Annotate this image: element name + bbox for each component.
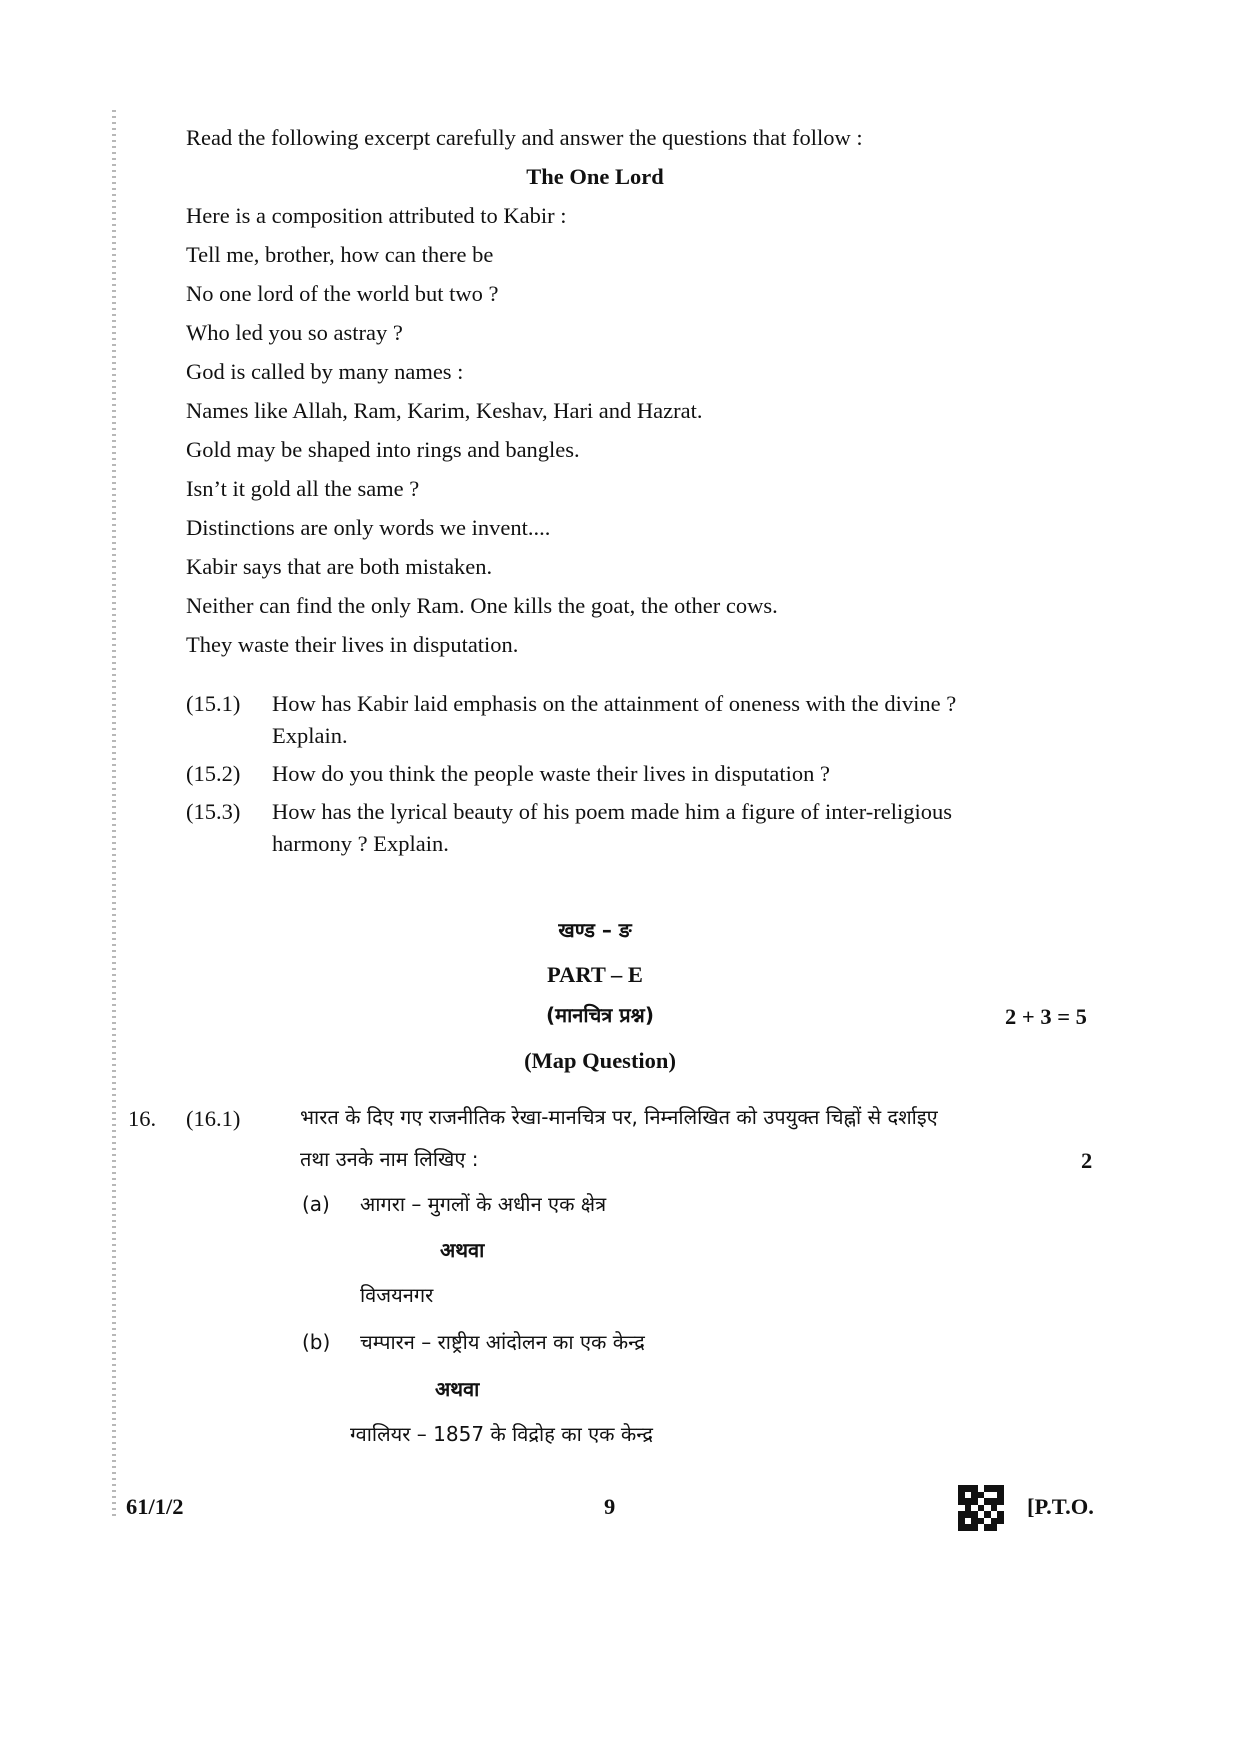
question-number: (15.2)	[186, 761, 241, 786]
poem-line: Distinctions are only words we invent....	[186, 515, 551, 540]
poem-line: Here is a composition attributed to Kabir :	[186, 203, 567, 228]
question-16-sub-number: (16.1)	[186, 1106, 241, 1131]
question-number: (15.3)	[186, 799, 241, 824]
paper-code: 61/1/2	[126, 1494, 184, 1519]
poem-line: Kabir says that are both mistaken.	[186, 554, 493, 579]
option-a-label: (a)	[302, 1192, 330, 1216]
poem-line: Tell me, brother, how can there be	[186, 242, 494, 267]
option-b-label: (b)	[302, 1330, 331, 1354]
option-b-or: अथवा	[435, 1377, 480, 1401]
part-subheading: (Map Question)	[524, 1048, 676, 1073]
option-a-alternative: विजयनगर	[360, 1283, 434, 1307]
poem-line: They waste their lives in disputation.	[186, 632, 519, 657]
question-16-marks: 2	[1081, 1148, 1093, 1173]
poem-line: No one lord of the world but two ?	[186, 281, 499, 306]
instruction-text: Read the following excerpt carefully and answer the questions that follow :	[186, 125, 863, 150]
question-text: How has the lyrical beauty of his poem made him a figure of inter-religious	[272, 799, 952, 824]
excerpt-title: The One Lord	[526, 164, 664, 189]
question-text-cont: harmony ? Explain.	[272, 831, 449, 856]
part-hindi-heading: खण्ड – ङ	[558, 918, 632, 942]
question-16-text-cont: तथा उनके नाम लिखिए :	[300, 1147, 479, 1171]
question-16-number: 16.	[128, 1106, 157, 1131]
option-b-text: चम्पारन – राष्ट्रीय आंदोलन का एक केन्द्र	[360, 1330, 645, 1354]
poem-line: God is called by many names :	[186, 359, 464, 384]
page-number: 9	[604, 1494, 616, 1519]
poem-line: Isn’t it gold all the same ?	[186, 476, 420, 501]
poem-line: Gold may be shaped into rings and bangles.	[186, 437, 580, 462]
question-text: How do you think the people waste their lives in disputation ?	[272, 761, 831, 786]
part-marks: 2 + 3 = 5	[1005, 1004, 1087, 1029]
option-b-alternative: ग्वालियर – 1857 के विद्रोह का एक केन्द्र	[350, 1422, 654, 1446]
question-number: (15.1)	[186, 691, 241, 716]
question-16-text: भारत के दिए गए राजनीतिक रेखा-मानचित्र पर, निम्नलिखित को उपयुक्त चिह्नों से दर्शाइए	[300, 1105, 938, 1129]
qr-code-icon	[958, 1485, 1004, 1531]
poem-line: Names like Allah, Ram, Karim, Keshav, Hari and Hazrat.	[186, 398, 703, 423]
poem-line: Who led you so astray ?	[186, 320, 403, 345]
option-a-text: आगरा – मुगलों के अधीन एक क्षेत्र	[360, 1192, 607, 1216]
question-text: How has Kabir laid emphasis on the attainment of oneness with the divine ?	[272, 691, 957, 716]
question-text-cont: Explain.	[272, 723, 348, 748]
part-heading: PART – E	[547, 962, 643, 987]
part-hindi-subheading: (मानचित्र प्रश्न)	[546, 1003, 654, 1027]
option-a-or: अथवा	[440, 1238, 485, 1262]
poem-line: Neither can find the only Ram. One kills the goat, the other cows.	[186, 593, 778, 618]
pto-label: [P.T.O.	[1027, 1494, 1094, 1519]
margin-barcode-strip	[112, 110, 116, 1520]
